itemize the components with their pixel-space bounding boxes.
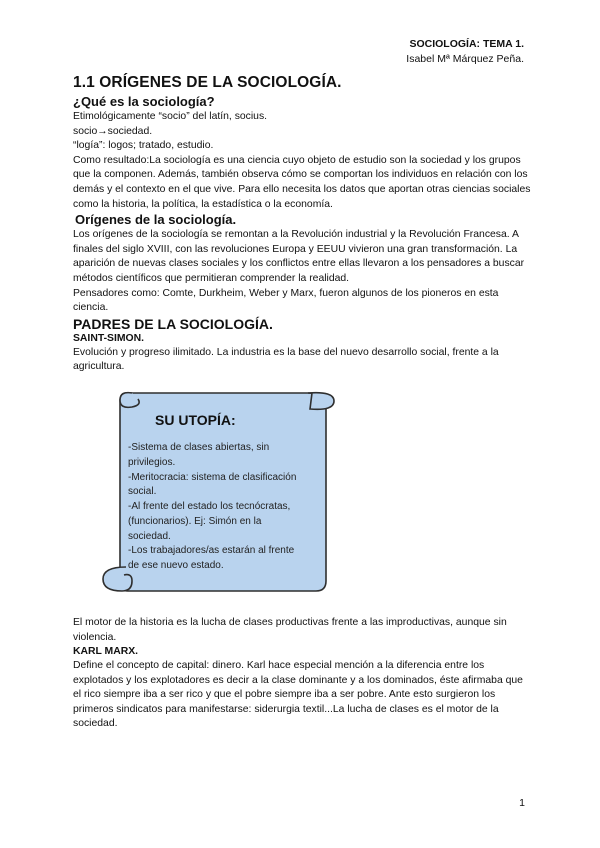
- utopia-item: -Al frente del estado los tecnócratas, (funcionarios). Ej: Simón en la sociedad.: [128, 501, 291, 542]
- paragraph: El motor de la historia es la lucha de clases productivas frente a las improductivas, aunque sin violencia.: [73, 616, 507, 643]
- definition-line: socio→sociedad.: [73, 125, 153, 137]
- paragraph: Los orígenes de la sociología se remontan a la Revolución industrial y la Revolución Francesa. A finales del siglo XVIII, con las revoluciones Europa y EEUU vivieron una gran transformación. La aparición de nuevas clases sociales y los conflictos entre ellas llevaron a los pensadores a buscar métodos científicos que permitieran comprender la realidad.: [73, 229, 525, 284]
- section-heading-origenes: Orígenes de la sociología.: [75, 212, 237, 228]
- paragraph: Como resultado:La sociología es una ciencia cuyo objeto de estudio son la sociedad y los grupos que la componen. Además, también observa cómo se comportan los individuos en relación con los demás y el contexto en el que vive. Para ello necesita los datos que aportan otras ciencias sociales como la historia, la política, la estadística o la economía.: [73, 154, 531, 210]
- definition-line: “logía”: logos; tratado, estudio.: [73, 140, 214, 152]
- subheading-saint-simon: SAINT-SIMON.: [73, 332, 145, 344]
- definition-line: Etimológicamente “socio” del latín, socius.: [73, 111, 268, 122]
- header-subject: SOCIOLOGÍA: TEMA 1.: [409, 38, 524, 50]
- utopia-scroll-graphic: [98, 381, 338, 596]
- utopia-item: -Sistema de clases abiertas, sin privilegios.: [128, 441, 270, 468]
- paragraph: Evolución y progreso ilimitado. La industria es la base del nuevo desarrollo social, frente a la agricultura.: [73, 346, 499, 373]
- utopia-item: -Meritocracia: sistema de clasificación social.: [128, 471, 297, 498]
- utopia-list: [128, 441, 303, 574]
- header-author: Isabel Mª Márquez Peña.: [406, 53, 524, 65]
- utopia-title: SU UTOPÍA:: [155, 411, 236, 428]
- section-heading-padres: PADRES DE LA SOCIOLOGÍA.: [73, 315, 273, 332]
- page-number: 1: [519, 797, 525, 809]
- paragraph: Pensadores como: Comte, Durkheim, Weber y Marx, fueron algunos de los pioneros en esta ciencia.: [73, 287, 499, 314]
- subheading-karl-marx: KARL MARX.: [73, 646, 139, 658]
- page-header: [406, 37, 524, 67]
- section-heading-que: ¿Qué es la sociología?: [73, 94, 215, 109]
- utopia-item: -Los trabajadores/as estarán al frente de ese nuevo estado.: [128, 545, 295, 572]
- page-title: 1.1 ORÍGENES DE LA SOCIOLOGÍA.: [73, 74, 342, 91]
- paragraph: Define el concepto de capital: dinero. Karl hace especial mención a la diferencia entre los explotados y los explotadores es decir a la clase dominante y a los dominados, éste afirmaba que el rico siempre iba a ser rico y que el pobre siempre iba a ser pobre. Ante esto surgieron los primeros sindicatos para manifestarse: siderurgia textil...La lucha de clases es el motor de la sociedad.: [73, 660, 523, 730]
- document-body: [73, 74, 533, 732]
